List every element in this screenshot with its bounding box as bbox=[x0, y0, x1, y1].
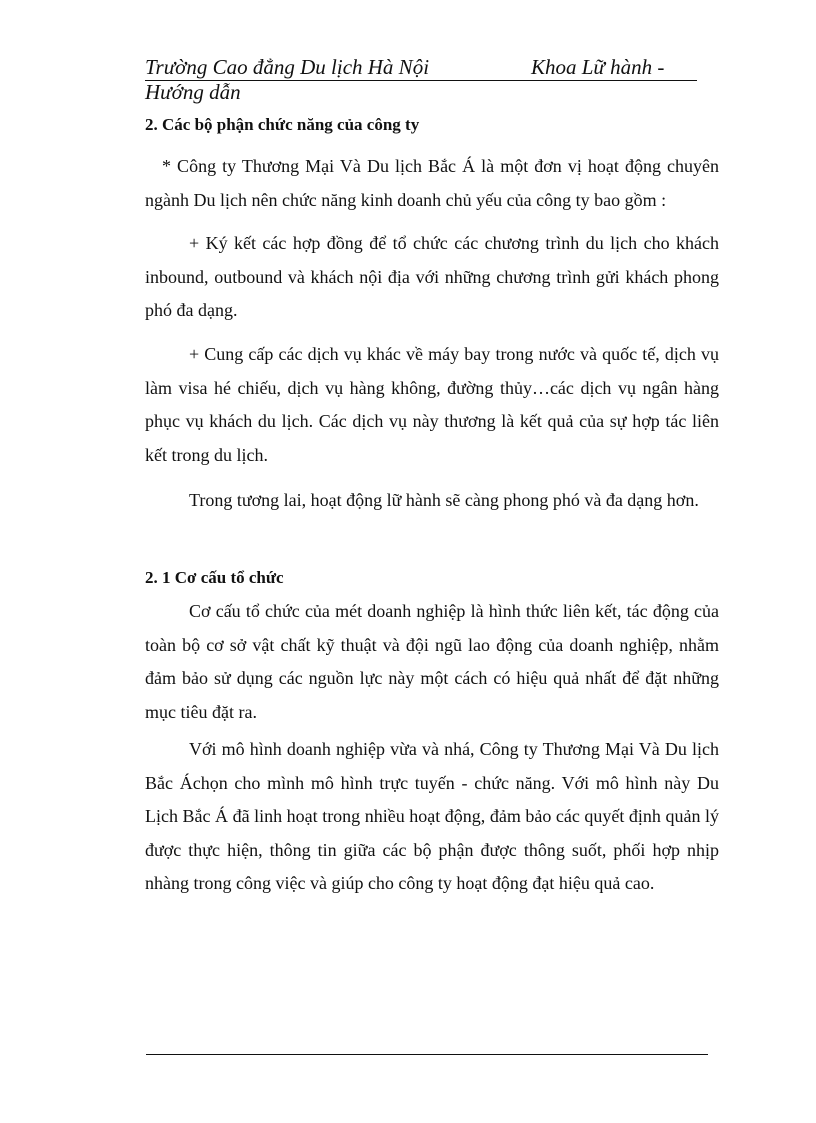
header-school-name: Trường Cao đẳng Du lịch Hà Nội bbox=[145, 55, 430, 79]
header-faculty-name: Khoa Lữ hành - bbox=[531, 55, 665, 79]
paragraph-org-definition: Cơ cấu tổ chức của mét doanh nghiệp là hình thức liên kết, tác động của toàn bộ cơ sở vật chất kỹ thuật và đội ngũ lao động của doanh nghiệp, nhằm đảm bảo sử dụng các nguồn lực này một cách có hiệu quả nhất để đặt những mục tiêu đặt ra. bbox=[145, 601, 719, 722]
paragraph-functions-contracts: + Ký kết các hợp đồng để tổ chức các chương trình du lịch cho khách inbound, outbound và khách nội địa với những chương trình gửi khách phong phó đa dạng. bbox=[145, 233, 719, 321]
section-heading-org-structure: 2. 1 Cơ cấu tổ chức bbox=[145, 568, 284, 587]
paragraph-functions-future: Trong tương lai, hoạt động lữ hành sẽ càng phong phó và đa dạng hơn. bbox=[189, 490, 699, 510]
paragraph-functions-intro: * Công ty Thương Mại Và Du lịch Bắc Á là một đơn vị hoạt động chuyên ngành Du lịch nên chức năng kinh doanh chủ yếu của công ty bao gồm : bbox=[145, 156, 719, 210]
footer-divider bbox=[146, 1054, 708, 1055]
page-header bbox=[145, 54, 697, 81]
header-faculty-continued: Hướng dẫn bbox=[145, 80, 241, 104]
paragraph-functions-services: + Cung cấp các dịch vụ khác về máy bay trong nước và quốc tế, dịch vụ làm visa hé chiếu, dịch vụ hàng không, đường thủy…các dịch vụ ngân hàng phục vụ khách du lịch. Các dịch vụ này thương là kết quả của sự hợp tác liên kết trong du lịch. bbox=[145, 344, 719, 465]
section-heading-functions: 2. Các bộ phận chức năng của công ty bbox=[145, 115, 420, 134]
paragraph-org-model: Với mô hình doanh nghiệp vừa và nhá, Công ty Thương Mại Và Du lịch Bắc Áchọn cho mình mô hình trực tuyến - chức năng. Với mô hình này Du Lịch Bắc Á đã linh hoạt trong nhiều hoạt động, đảm bảo các quyết định quản lý được thực hiện, thông tin giữa các bộ phận được thông suốt, phối hợp nhịp nhàng trong công việc và giúp cho công ty hoạt động đạt hiệu quả cao. bbox=[145, 739, 719, 894]
